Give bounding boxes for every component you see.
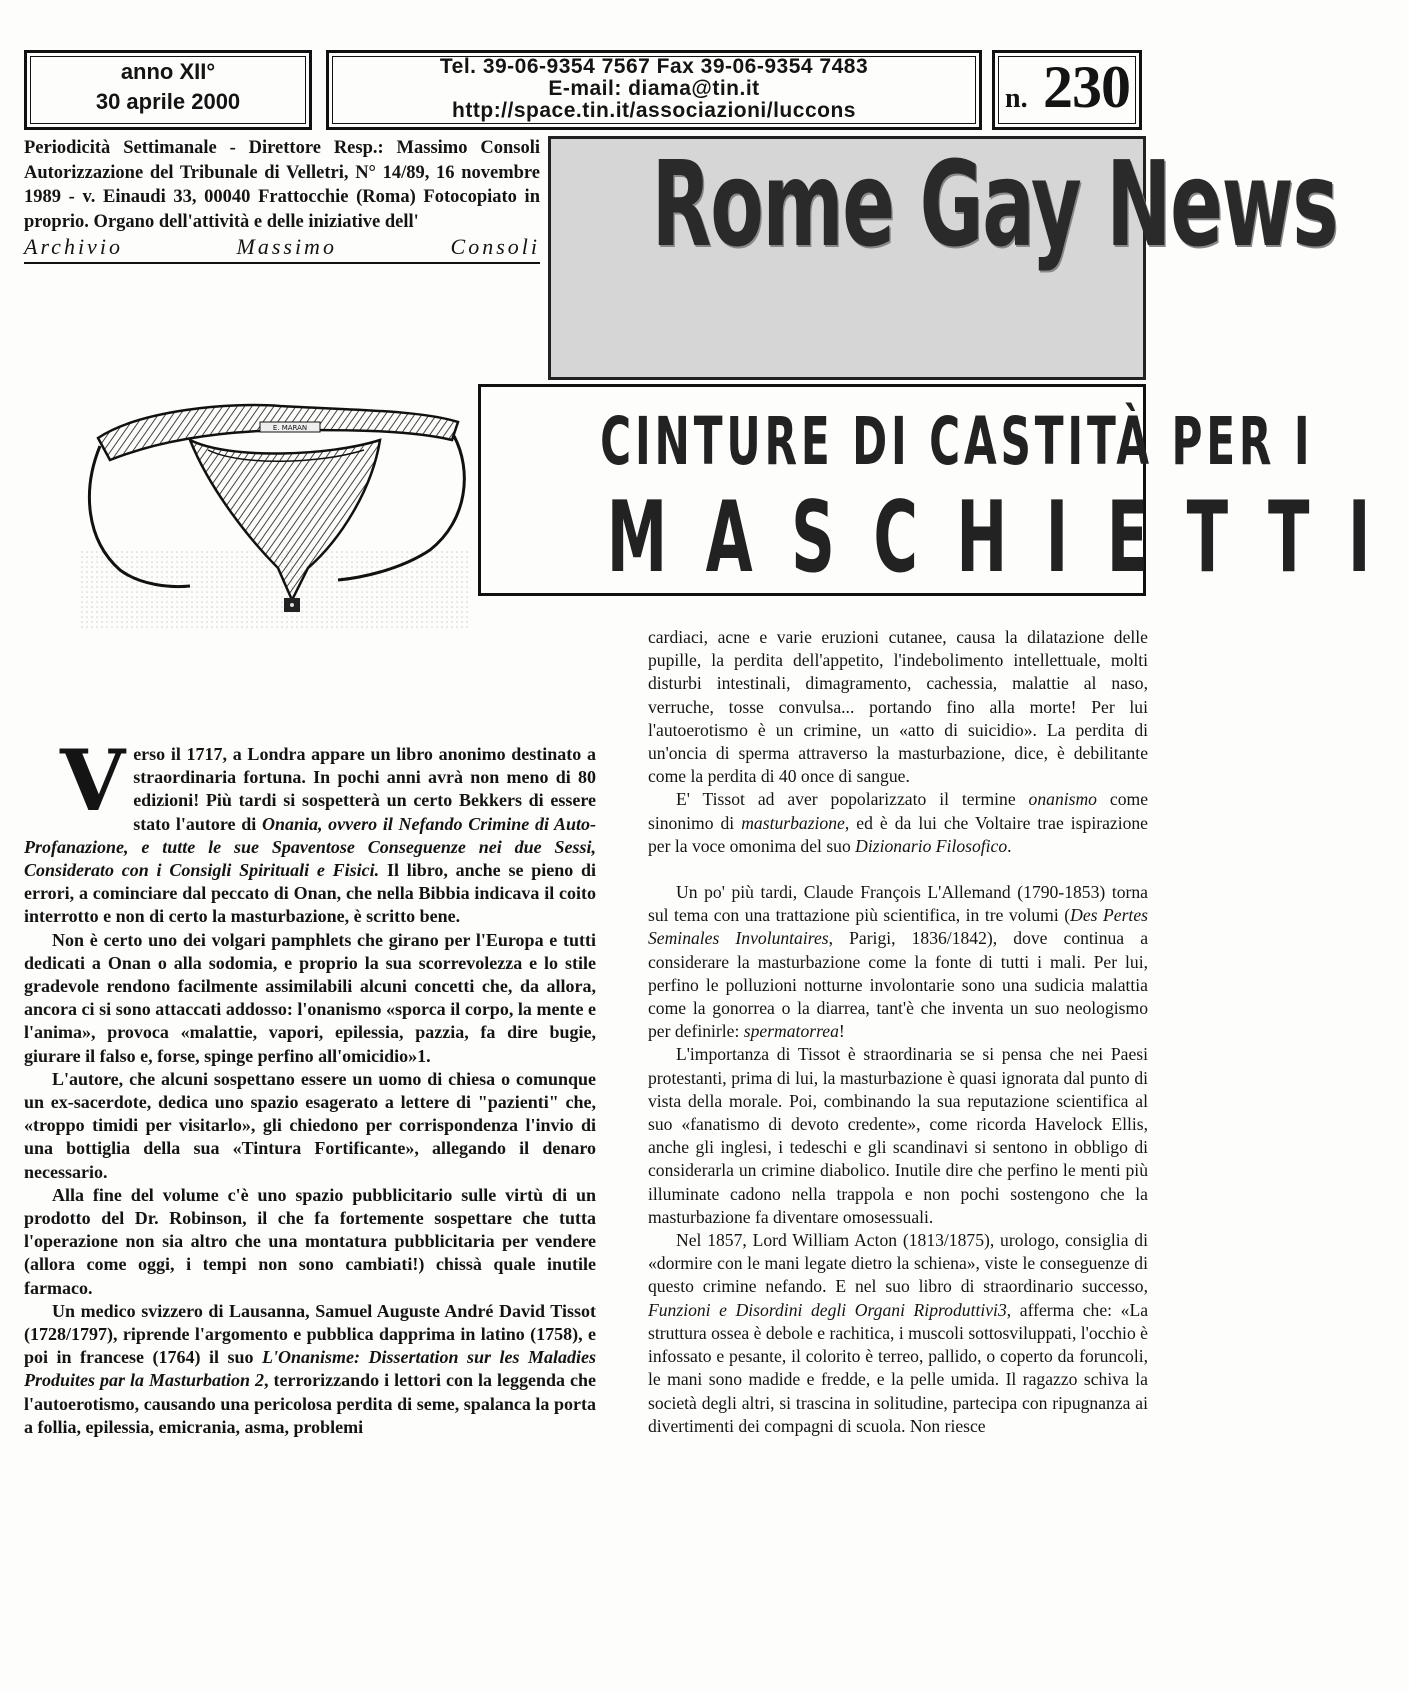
issue-number-box xyxy=(992,50,1142,130)
chastity-belt-illustration xyxy=(80,400,470,630)
headline-line-1: CINTURE DI CASTITÀ PER I xyxy=(600,403,1314,480)
paragraph-text: Un medico svizzero di Lausanna, Samuel Auguste André David Tissot (1728/1797), riprende l'argomento e pubblica dapprima in latino (1758), e poi in francese (1764) il suo xyxy=(24,1300,596,1368)
article-paragraph xyxy=(24,1300,596,1439)
archive-word: Massimo xyxy=(236,234,337,259)
article-paragraph xyxy=(648,626,1148,788)
illustration-label: E. MARAN xyxy=(272,424,308,432)
article-left-column xyxy=(24,731,596,1439)
paragraph-text: Un po' più tardi, Claude François L'Allemand (1790-1853) torna sul tema con una trattazione più scientifica, in tre volumi ( xyxy=(648,882,1148,926)
italic-text: L'Onanisme: Dissertation sur les Maladies Produites par la Masturbation 2 xyxy=(24,1347,596,1391)
archive-word: Archivio xyxy=(24,234,123,259)
paragraph-text: Alla fine del volume c'è uno spazio pubblicitario sulle virtù di un prodotto del Dr. Robinson, il che fa fortemente sospettare che tutta l'operazione non sia altro che una montatura pubblicitaria per vendere (allora come oggi, i tempi non sono cambiati!) chissà quale inutile farmaco. xyxy=(24,1184,596,1298)
paragraph-text: Nel 1857, Lord William Acton (1813/1875), urologo, consiglia di «dormire con le mani legate dietro la schiena», viste le conseguenze di questo crimine nefando. E nel suo libro di straordinario successo, xyxy=(648,1230,1148,1297)
article-paragraph xyxy=(648,881,1148,1043)
drop-cap: V xyxy=(60,731,126,830)
italic-text: Onania, ovvero il Nefando Crimine di Auto-Profanazione, e tutte le sue Spaventose Conseguenze nei due Sessi, Considerato con i Consigli Spirituali e Fisici. xyxy=(24,813,596,881)
italic-text: spermatorrea xyxy=(743,1021,839,1042)
paragraph-text: Non è certo uno dei volgari pamphlets che girano per l'Europa e tutti dedicati a Onan o alla sodomia, e proprio la sua scorrevolezza e lo stile gradevole rendono facilmente assimilabili alcuni concetti che, da allora, ancora ci si sono attaccati addosso: l'onanismo «sporca il corpo, la mente e l'anima», provoca «malattie, vapori, epilessia, pazzia, fa dire bugie, giurare il falso e, forse, spinge perfino all'omicidio»1. xyxy=(24,929,596,1066)
paragraph-text: Il libro, anche se pieno di errori, a cominciare dal peccato di Onan, che nella Bibbia indicava il coito interrotto e non di certo la masturbazione, è scritto bene. xyxy=(24,860,596,927)
article-paragraph xyxy=(648,788,1148,858)
masthead-info xyxy=(24,136,540,264)
contact-box xyxy=(326,50,982,130)
issue-year: anno XII° xyxy=(120,59,216,84)
italic-text: Des Pertes Seminales Involuntaires xyxy=(648,905,1148,949)
italic-text: onanismo xyxy=(1028,789,1097,810)
paragraph-text: , Parigi, 1836/1842), dove continua a considerare la masturbazione come la fonte di tutti i mali. Per lui, perfino le polluzioni notturne involontarie sono una sudicia malattia come la gonorrea o la diarrea, tant'è che inventa un suo neologismo per definirle: xyxy=(648,928,1148,1042)
archive-signature xyxy=(24,235,540,264)
masthead-info-text: Periodicità Settimanale - Direttore Resp.: Massimo Consoli Autorizzazione del Tribunale di Velletri, N° 14/89, 16 novembre 1989 - v. Einaudi 33, 00040 Frattocchie (Roma) Fotocopiato in proprio. Organo dell'attività e delle iniziative dell' xyxy=(24,138,540,232)
paragraph-text: , terrorizzando i lettori con la leggenda che l'autoerotismo, causando una pericolosa perdita di seme, spalanca la porta a follia, epilessia, emicrania, asma, problemi xyxy=(24,1370,596,1437)
contact-phone-fax: Tel. 39-06-9354 7567 Fax 39-06-9354 7483 xyxy=(439,55,869,78)
italic-text: Funzioni e Disordini degli Organi Riproduttivi3 xyxy=(648,1299,1007,1320)
paragraph-text: , ed è da lui che Voltaire trae ispirazione per la voce omonima del suo xyxy=(648,812,1148,856)
issue-date: 30 aprile 2000 xyxy=(95,89,241,114)
paragraph-text: cardiaci, acne e varie eruzioni cutanee, causa la dilatazione delle pupille, la perdita dell'appetito, l'indebolimento intellettuale, molti disturbi intestinali, dimagramento, cachessia, malattie al naso, verruche, tosse convulsa... portando fino alla morte! Per lui l'autoerotismo è un crimine, un «atto di suicidio». La perdita di un'oncia di sperma attraverso la masturbazione, dice, è debilitante come la perdita di 40 once di sangue. xyxy=(648,627,1148,787)
headline-line-2: MASCHIETTI xyxy=(606,481,1409,595)
italic-text: Dizionario Filosofico xyxy=(855,835,1008,856)
paragraph-text: E' Tissot ad aver popolarizzato il termine xyxy=(676,789,1029,810)
contact-website: http://space.tin.it/associazioni/luccons xyxy=(452,99,856,122)
paper-title-box xyxy=(548,135,1338,380)
paragraph-text: erso il 1717, a Londra appare un libro anonimo destinato a straordinaria fortuna. In pochi anni avrà non meno di 80 edizioni! Più tardi si sospetterà un certo Bekkers di essere stato l'autore di xyxy=(133,744,596,834)
italic-text: masturbazione xyxy=(741,812,845,833)
article-right-column xyxy=(648,626,1148,1438)
article-paragraph xyxy=(648,1043,1148,1229)
paragraph-text: L'importanza di Tissot è straordinaria se si pensa che nei Paesi protestanti, prima di lui, la masturbazione è quasi ignorata dal punto di vista della morale. Poi, combinando la sua reputazione scientifica al suo «fanatismo di devoto credente», come ricorda Havelock Ellis, anche gli inglesi, i tedeschi e gli scandinavi si sentono in obbligo di considerarla un crimine diabolico. Inutile dire che perfino le menti più illuminate cadono nella trappola e non pochi sostengono che la masturbazione fa diventare omosessuali. xyxy=(648,1044,1148,1227)
article-paragraph xyxy=(24,929,596,1068)
issue-number: 230 xyxy=(1043,54,1130,120)
article-paragraph xyxy=(648,1229,1148,1438)
issue-number-prefix: n. xyxy=(1005,83,1028,114)
headline-box xyxy=(478,384,1409,596)
paragraph-text: L'autore, che alcuni sospettano essere un uomo di chiesa o comunque un ex-sacerdote, dedica uno spazio esagerato a lettere di "pazienti" che, «troppo timidi per visitarlo», gli chiedono per corrispondenza l'invio di una bottiglia della sua «Tintura Fortificante», allegando il denaro necessario. xyxy=(24,1068,596,1182)
archive-word: Consoli xyxy=(450,234,540,259)
article-paragraph xyxy=(24,731,596,929)
issue-box xyxy=(24,50,312,130)
paragraph-text: , afferma che: «La struttura ossea è debole e rachitica, i muscoli sottosviluppati, l'occhio è infossato e pesante, il colorito è terreo, pallido, o coperto da foruncoli, le mani sono madide e fredde, e la pelle umida. Il ragazzo schiva la società degli altri, si trascina in solitudine, partecipa con ripugnanza ai divertimenti dei compagni di scuola. Non riesce xyxy=(648,1299,1148,1436)
article-paragraph xyxy=(24,1068,596,1184)
paper-title: Rome Gay News xyxy=(651,135,1338,273)
contact-email: E-mail: diama@tin.it xyxy=(548,77,760,100)
article-paragraph xyxy=(24,1184,596,1300)
paragraph-text: ! xyxy=(838,1021,845,1042)
paragraph-text: come sinonimo di xyxy=(648,789,1149,833)
paragraph-text: . xyxy=(1007,835,1012,856)
